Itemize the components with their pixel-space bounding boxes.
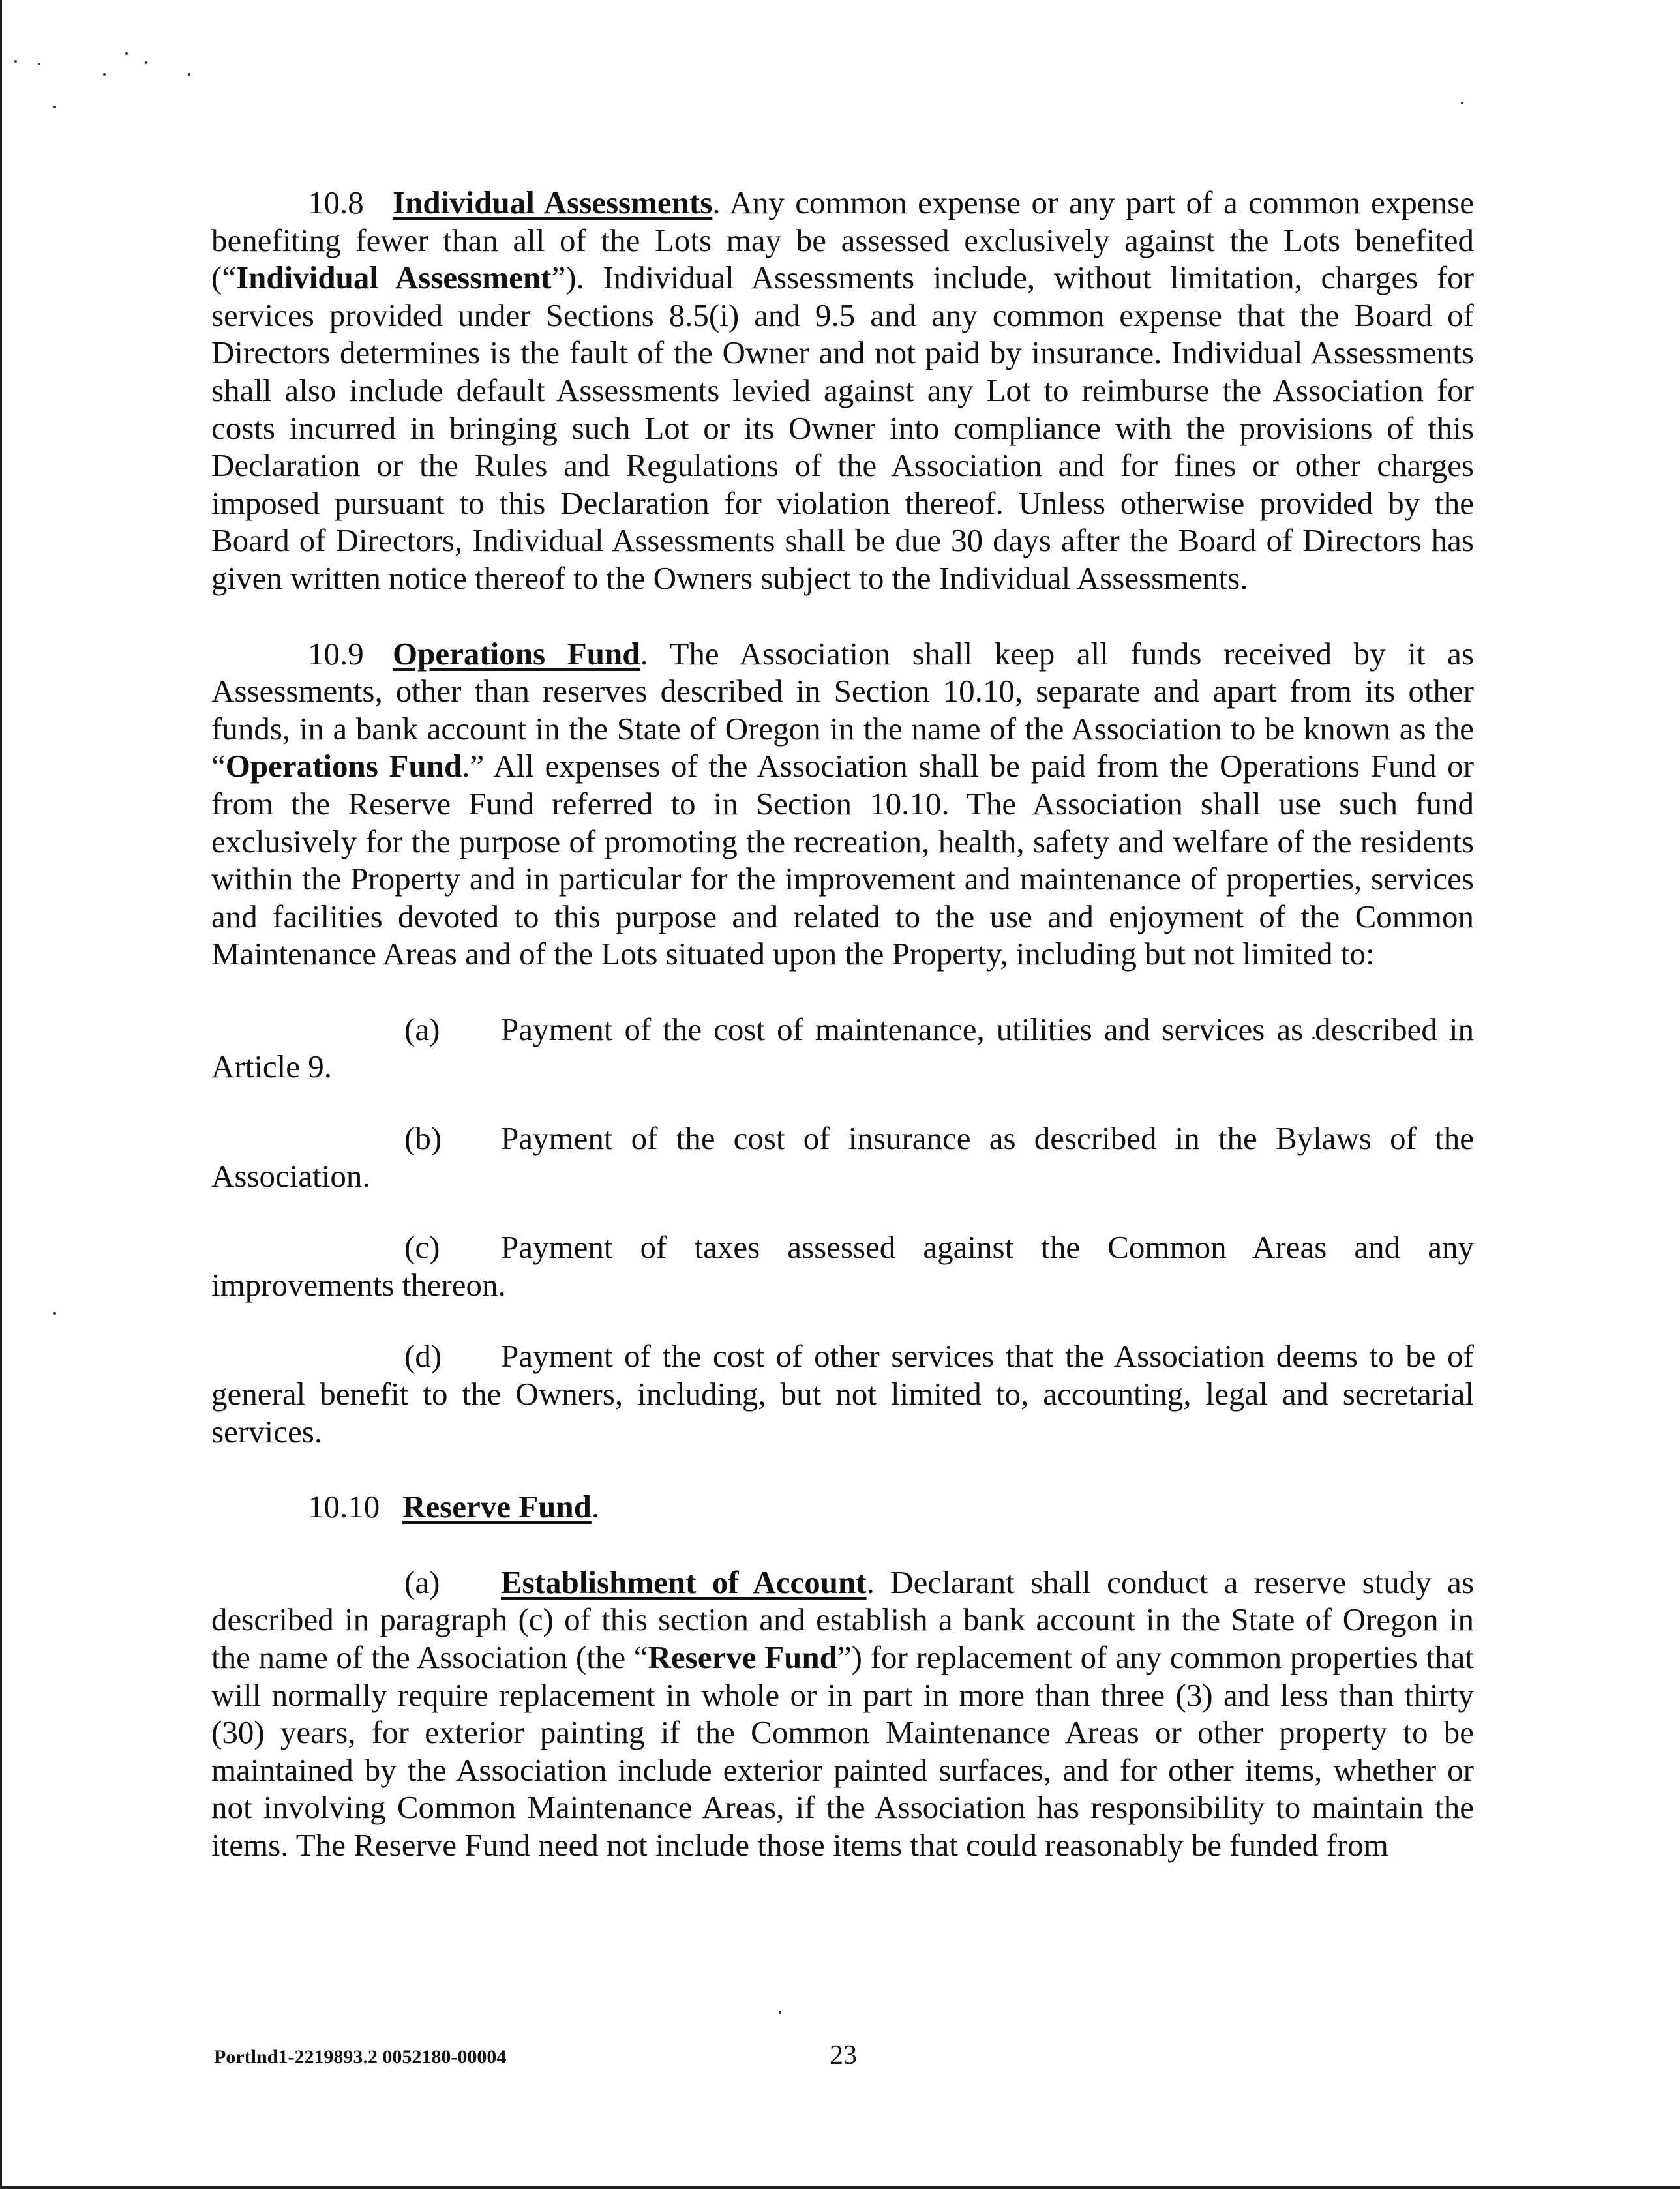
list-item-label: (b) xyxy=(404,1120,442,1157)
list-item-b xyxy=(211,1120,1474,1195)
list-item-label: (a) xyxy=(404,1011,440,1047)
defined-term: Reserve Fund xyxy=(648,1639,837,1675)
scan-speck xyxy=(53,106,56,108)
section-number: 10.9 xyxy=(308,635,364,672)
scan-speck xyxy=(103,73,106,76)
scan-border-bottom xyxy=(0,2186,1680,2189)
subsection-text: . Declarant shall conduct a reserve study as described in paragraph (c) of this section and establish a bank account in the State of Oregon in the name of the Association (the “ xyxy=(211,1564,1475,1675)
section-text: . Any common expense or any part of a common expense benefiting fewer than all of the Lots may be assessed exclusively against the Lots benefited (“ xyxy=(211,185,1474,296)
section-title: Reserve Fund xyxy=(402,1489,592,1525)
defined-term: Operations Fund xyxy=(225,748,462,784)
footer-page-number: 23 xyxy=(830,2040,857,2070)
list-item-text: Payment of the cost of maintenance, utilities and services as described in Article 9. xyxy=(211,1011,1474,1085)
subsection-title: Establishment of Account xyxy=(501,1564,867,1600)
list-item-text: Payment of the cost of other services that the Association deems to be of general benefit to the Owners, including, but not limited to, accounting, legal and secretarial services. xyxy=(211,1338,1474,1450)
scan-speck xyxy=(1461,102,1463,104)
scan-speck xyxy=(53,1312,56,1315)
scan-speck xyxy=(38,63,40,65)
scan-speck xyxy=(125,52,128,55)
document-body xyxy=(211,184,1474,1864)
section-10-8-paragraph xyxy=(211,184,1474,597)
scan-speck xyxy=(779,2011,781,2014)
section-10-10-heading xyxy=(211,1488,1474,1526)
list-item-text: Payment of taxes assessed against the Common Areas and any improvements thereon. xyxy=(211,1229,1474,1303)
section-title: Individual Assessments xyxy=(393,185,713,220)
section-number: 10.8 xyxy=(308,185,364,220)
section-text: . The Association shall keep all funds received by it as Assessments, other than reserves described in Section 10.10, separate and apart from its other funds, in a bank account in the State of Oregon in the name of the Association to be known as the “ xyxy=(211,635,1474,784)
scan-speck xyxy=(188,73,190,76)
footer-document-id: Portlnd1-2219893.2 0052180-00004 xyxy=(214,2046,507,2068)
scan-speck xyxy=(145,61,147,64)
section-text: .” All expenses of the Association shall be paid from the Operations Fund or from the Reserve Fund referred to in Section 10.10. The Association shall use such fund exclusively for the purpose of promoting the recreation, health, safety and welfare of the residents within the Property and in particular for the improvement and maintenance of properties, services and facilities devoted to this purpose and related to the use and enjoyment of the Common Maintenance Areas and of the Lots situated upon the Property, including but not limited to: xyxy=(211,748,1474,972)
list-item-a xyxy=(211,1011,1474,1086)
section-text: ”). Individual Assessments include, without limitation, charges for services provided under Sections 8.5(i) and 9.5 and any common expense that the Board of Directors determines is the fault of the Owner and not paid by insurance. Individual Assessments shall also include default Assessments levied against any Lot to reimburse the Association for costs incurred in bringing such Lot or its Owner into compliance with the provisions of this Declaration or the Rules and Regulations of the Association and for fines or other charges imposed pursuant to this Declaration for violation thereof. Unless otherwise provided by the Board of Directors, Individual Assessments shall be due 30 days after the Board of Directors has given written notice thereof to the Owners subject to the Individual Assessments. xyxy=(211,260,1474,596)
section-title-suffix: . xyxy=(591,1489,600,1525)
section-title: Operations Fund xyxy=(393,635,640,672)
subsection-text: ”) for replacement of any common properties that will normally require replacement in whole or in part in more than three (3) and less than thirty (30) years, for exterior painting if the Common Maintenance Areas or other property to be maintained by the Association include exterior painted surfaces, and for other items, whether or not involving Common Maintenance Areas, if the Association has responsibility to maintain the items. The Reserve Fund need not include those items that could reasonably be funded from xyxy=(211,1639,1474,1863)
section-number: 10.10 xyxy=(308,1489,380,1525)
list-item-text: Payment of the cost of insurance as described in the Bylaws of the Association. xyxy=(211,1120,1474,1194)
list-item-d xyxy=(211,1337,1474,1450)
defined-term: Individual Assessment xyxy=(236,260,552,296)
scan-border-left xyxy=(0,0,2,2189)
list-item-label: (c) xyxy=(404,1229,440,1266)
section-10-9-paragraph xyxy=(211,635,1474,973)
subsection-10-10-a xyxy=(211,1564,1474,1864)
subsection-label: (a) xyxy=(404,1564,440,1600)
list-item-c xyxy=(211,1229,1474,1303)
list-item-label: (d) xyxy=(404,1338,442,1375)
scan-speck xyxy=(14,60,17,63)
